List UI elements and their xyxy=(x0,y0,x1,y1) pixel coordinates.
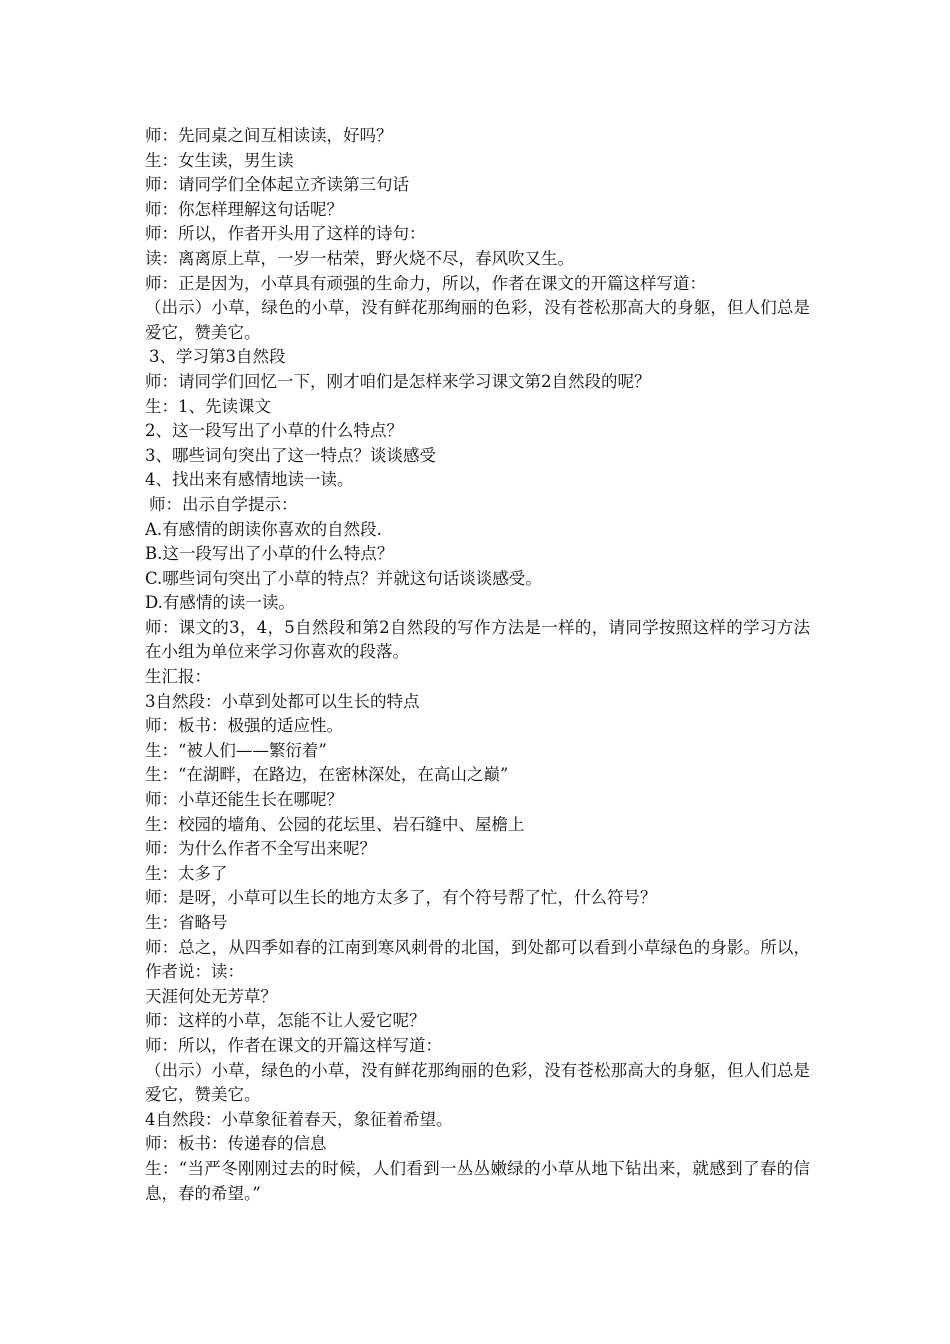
text-paragraph: 师：课文的3，4，5自然段和第2自然段的写作方法是一样的，请同学按照这样的学习方法在小组为单位来学习你喜欢的段落。 xyxy=(145,617,810,662)
text-line: 师：是呀，小草可以生长的地方太多了，有个符号帮了忙，什么符号？ xyxy=(145,888,657,908)
section-heading: 3、学习第3自然段 xyxy=(149,347,286,367)
text-line: 3自然段：小草到处都可以生长的特点 xyxy=(145,691,420,711)
text-line: 师：先同桌之间互相读读，好吗？ xyxy=(145,126,393,145)
text-line: 师：板书：传递春的信息 xyxy=(145,1134,327,1154)
list-item: A.有感情的朗读你喜欢的自然段. xyxy=(145,519,382,539)
text-line: 生：女生读，男生读 xyxy=(145,150,294,170)
document-body xyxy=(145,124,810,1206)
text-line: 生：“被人们——繁衍着” xyxy=(145,740,327,760)
text-line: 师：这样的小草，怎能不让人爱它呢？ xyxy=(145,1011,426,1031)
text-line: 天涯何处无芳草？ xyxy=(145,986,277,1006)
text-line: 4自然段：小草象征着春天，象征着希望。 xyxy=(145,1109,453,1129)
text-paragraph: （出示）小草，绿色的小草，没有鲜花那绚丽的色彩，没有苍松那高大的身躯，但人们总是爱它，赞美它。 xyxy=(145,1060,810,1105)
text-line: 生：1、先读课文 xyxy=(145,396,271,416)
text-line: 师：为什么作者不全写出来呢？ xyxy=(145,839,376,859)
list-item: C.哪些词句突出了小草的特点？并就这句话谈谈感受。 xyxy=(145,568,542,588)
text-line: 生：太多了 xyxy=(145,863,228,883)
text-line: 师：小草还能生长在哪呢？ xyxy=(145,790,343,810)
list-item: 3、哪些词句突出了这一特点？谈谈感受 xyxy=(145,445,436,465)
list-item: 2、这一段写出了小草的什么特点？ xyxy=(145,421,403,441)
text-line: 读：离离原上草，一岁一枯荣，野火烧不尽，春风吹又生。 xyxy=(145,248,574,268)
text-paragraph: 生：“当严冬刚刚过去的时候，人们看到一丛丛嫩绿的小草从地下钻出来，就感到了春的信息，春的希望。” xyxy=(145,1158,810,1203)
list-item: D.有感情的读一读。 xyxy=(145,593,295,613)
text-line: 生：“在湖畔，在路边，在密林深处，在高山之巅” xyxy=(145,765,509,785)
text-line: 师：所以，作者在课文的开篇这样写道： xyxy=(145,1035,442,1055)
text-line: 生：校园的墙角、公园的花坛里、岩石缝中、屋檐上 xyxy=(145,814,525,834)
text-line: 生汇报： xyxy=(145,667,211,687)
text-line: 生：省略号 xyxy=(145,913,228,932)
text-line: 师：所以，作者开头用了这样的诗句： xyxy=(145,224,426,244)
text-paragraph: （出示）小草，绿色的小草，没有鲜花那绚丽的色彩，没有苍松那高大的身躯，但人们总是爱它，赞美它。 xyxy=(145,298,810,342)
text-line: 师：请同学们回忆一下，刚才咱们是怎样来学习课文第2自然段的呢？ xyxy=(145,371,651,391)
text-line: 师：你怎样理解这句话呢？ xyxy=(145,199,343,219)
list-item: 4、找出来有感情地读一读。 xyxy=(145,470,354,490)
text-line: 师：正是因为，小草具有顽强的生命力，所以，作者在课文的开篇这样写道： xyxy=(145,273,706,293)
text-line: 师：请同学们全体起立齐读第三句话 xyxy=(145,175,409,195)
text-line: 师：出示自学提示： xyxy=(149,494,298,514)
list-item: B.这一段写出了小草的什么特点？ xyxy=(145,544,394,564)
text-paragraph: 师：总之，从四季如春的江南到寒风刺骨的北国，到处都可以看到小草绿色的身影。所以，作者说：读： xyxy=(145,937,810,982)
text-line: 师：板书：极强的适应性。 xyxy=(145,716,343,736)
